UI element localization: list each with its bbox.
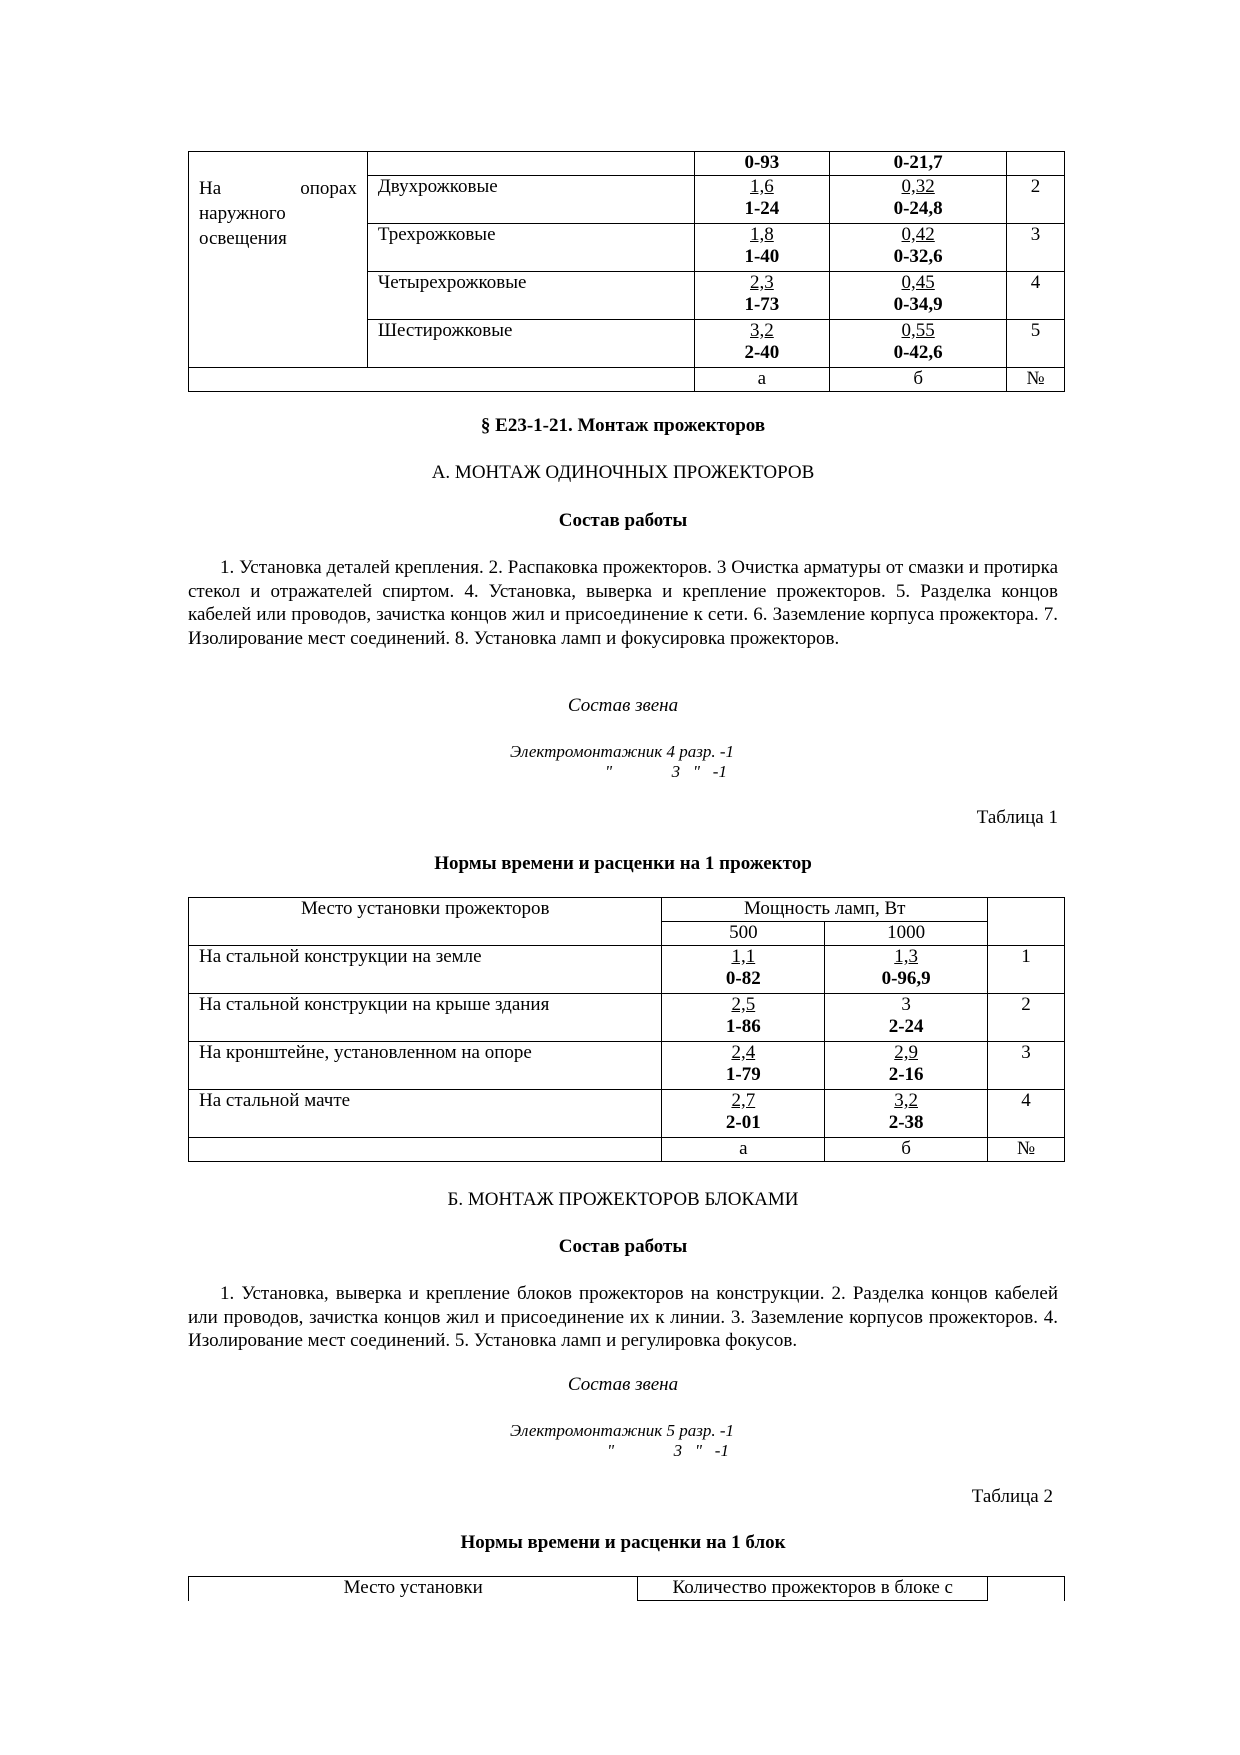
top-row-name: Четырехрожковые bbox=[367, 272, 694, 320]
row-number: 3 bbox=[988, 1042, 1065, 1090]
price-value: 2-01 bbox=[725, 1112, 761, 1133]
part-b-crew-line-2: " 3 " -1 bbox=[607, 1441, 729, 1460]
top-row-name: Двухрожковые bbox=[367, 176, 694, 224]
col-count-header: Количество прожекторов в блоке с bbox=[638, 1577, 988, 1601]
col-power-header: Мощность ламп, Вт bbox=[662, 898, 988, 922]
table-2 bbox=[188, 1576, 1065, 1601]
part-a-crew-line-1: Электромонтажник 4 разр. -1 bbox=[510, 742, 735, 761]
top-header-a: 0-93 bbox=[694, 152, 830, 176]
price-value: 0-32,6 bbox=[893, 246, 943, 267]
price-value: 1-79 bbox=[725, 1064, 761, 1085]
price-value: 2-40 bbox=[744, 342, 780, 363]
time-value: 2,3 bbox=[750, 272, 774, 293]
time-value: 2,5 bbox=[731, 994, 756, 1015]
top-row-name: Трехрожковые bbox=[367, 224, 694, 272]
price-value: 0-34,9 bbox=[893, 294, 943, 315]
top-table bbox=[188, 151, 1065, 392]
time-value: 2,4 bbox=[731, 1042, 756, 1063]
section-title: § Е23-1-21. Монтаж прожекторов bbox=[480, 415, 766, 436]
price-value: 1-73 bbox=[744, 294, 780, 315]
place-name: На стальной мачте bbox=[189, 1090, 662, 1138]
row-number: 2 bbox=[1007, 176, 1065, 224]
footer-col-b: б bbox=[830, 368, 1007, 392]
price-value: 1-40 bbox=[744, 246, 780, 267]
footer-col-no: № bbox=[988, 1138, 1065, 1162]
row-number: 4 bbox=[1007, 272, 1065, 320]
place-name: На кронштейне, установленном на опоре bbox=[189, 1042, 662, 1090]
row-number: 2 bbox=[988, 994, 1065, 1042]
footer-col-b: б bbox=[825, 1138, 988, 1162]
place-name: На стальной конструкции на крыше здания bbox=[189, 994, 662, 1042]
part-b-crew-title: Состав звена bbox=[567, 1374, 679, 1395]
top-row-name: Шестирожковые bbox=[367, 320, 694, 368]
row-number: 4 bbox=[988, 1090, 1065, 1138]
price-value: 2-16 bbox=[888, 1064, 924, 1085]
part-b-work-text: 1. Установка, выверка и крепление блоков прожекторов на конструкции. 2. Разделка концов кабелей или проводов, зачистка концов жил и присоединение их к линии. 3. Заземление корпусов прожекторов. 4. Изолирование мест соединений. 5. Установка ламп и регулировка фокусов. bbox=[188, 1283, 1058, 1351]
part-b-crew-line-1: Электромонтажник 5 разр. -1 bbox=[510, 1421, 735, 1440]
table-1 bbox=[188, 897, 1065, 1162]
time-value: 3 bbox=[901, 994, 911, 1015]
time-value: 1,3 bbox=[894, 946, 918, 967]
row-number: 5 bbox=[1007, 320, 1065, 368]
part-a-work-title: Состав работы bbox=[558, 510, 688, 531]
price-value: 1-86 bbox=[725, 1016, 761, 1037]
price-value: 2-24 bbox=[888, 1016, 924, 1037]
row-number: 1 bbox=[988, 946, 1065, 994]
time-value: 0,42 bbox=[901, 224, 935, 245]
price-value: 0-96,9 bbox=[881, 968, 931, 989]
part-a-crew-line-2: " 3 " -1 bbox=[605, 762, 727, 781]
col-1000-header: 1000 bbox=[825, 922, 988, 946]
col-500-header: 500 bbox=[662, 922, 825, 946]
place-name: На стальной конструкции на земле bbox=[189, 946, 662, 994]
top-header-b: 0-21,7 bbox=[830, 152, 1007, 176]
time-value: 3,2 bbox=[750, 320, 774, 341]
col-place-header: Место установки прожекторов bbox=[189, 898, 662, 946]
time-value: 3,2 bbox=[894, 1090, 918, 1111]
part-a-work-text: 1. Установка деталей крепления. 2. Распаковка прожекторов. 3 Очистка арматуры от смазки и протирка стекол и отражателей спиртом. 4. Установка, выверка и крепление прожекторов. 5. Разделка концов кабелей или проводов, зачистка концов жил и присоединение к сети. 6. Заземление корпуса прожектора. 7. Изолирование мест соединений. 8. Установка ламп и фокусировка прожекторов. bbox=[188, 557, 1058, 649]
part-b-work-title: Состав работы bbox=[558, 1236, 688, 1257]
price-value: 2-38 bbox=[888, 1112, 924, 1133]
footer-col-a: а bbox=[662, 1138, 825, 1162]
footer-col-no: № bbox=[1007, 368, 1065, 392]
time-value: 1,8 bbox=[750, 224, 774, 245]
footer-col-a: а bbox=[694, 368, 830, 392]
time-value: 2,7 bbox=[731, 1090, 756, 1111]
time-value: 1,1 bbox=[731, 946, 756, 967]
col-place-header: Место установки bbox=[189, 1577, 638, 1601]
top-group-label: На опорах наружного освещения bbox=[189, 176, 368, 368]
table-1-label: Таблица 1 bbox=[976, 807, 1058, 828]
row-number: 3 bbox=[1007, 224, 1065, 272]
price-value: 0-42,6 bbox=[893, 342, 943, 363]
time-value: 0,55 bbox=[901, 320, 935, 341]
top-group-cell-blank bbox=[189, 152, 368, 176]
time-value: 0,45 bbox=[901, 272, 935, 293]
table-2-title: Нормы времени и расценки на 1 блок bbox=[460, 1532, 786, 1553]
price-value: 0-24,8 bbox=[893, 198, 943, 219]
footer-blank bbox=[189, 368, 695, 392]
part-a-crew-title: Состав звена bbox=[567, 695, 679, 716]
price-value: 1-24 bbox=[744, 198, 780, 219]
table-2-label: Таблица 2 bbox=[971, 1486, 1053, 1507]
time-value: 2,9 bbox=[894, 1042, 918, 1063]
time-value: 0,32 bbox=[901, 176, 935, 197]
price-value: 0-82 bbox=[725, 968, 761, 989]
part-b-heading: Б. МОНТАЖ ПРОЖЕКТОРОВ БЛОКАМИ bbox=[447, 1189, 799, 1210]
time-value: 1,6 bbox=[750, 176, 774, 197]
part-a-heading: А. МОНТАЖ ОДИНОЧНЫХ ПРОЖЕКТОРОВ bbox=[431, 462, 815, 483]
footer-blank bbox=[189, 1138, 662, 1162]
table-1-title: Нормы времени и расценки на 1 прожектор bbox=[434, 853, 812, 874]
